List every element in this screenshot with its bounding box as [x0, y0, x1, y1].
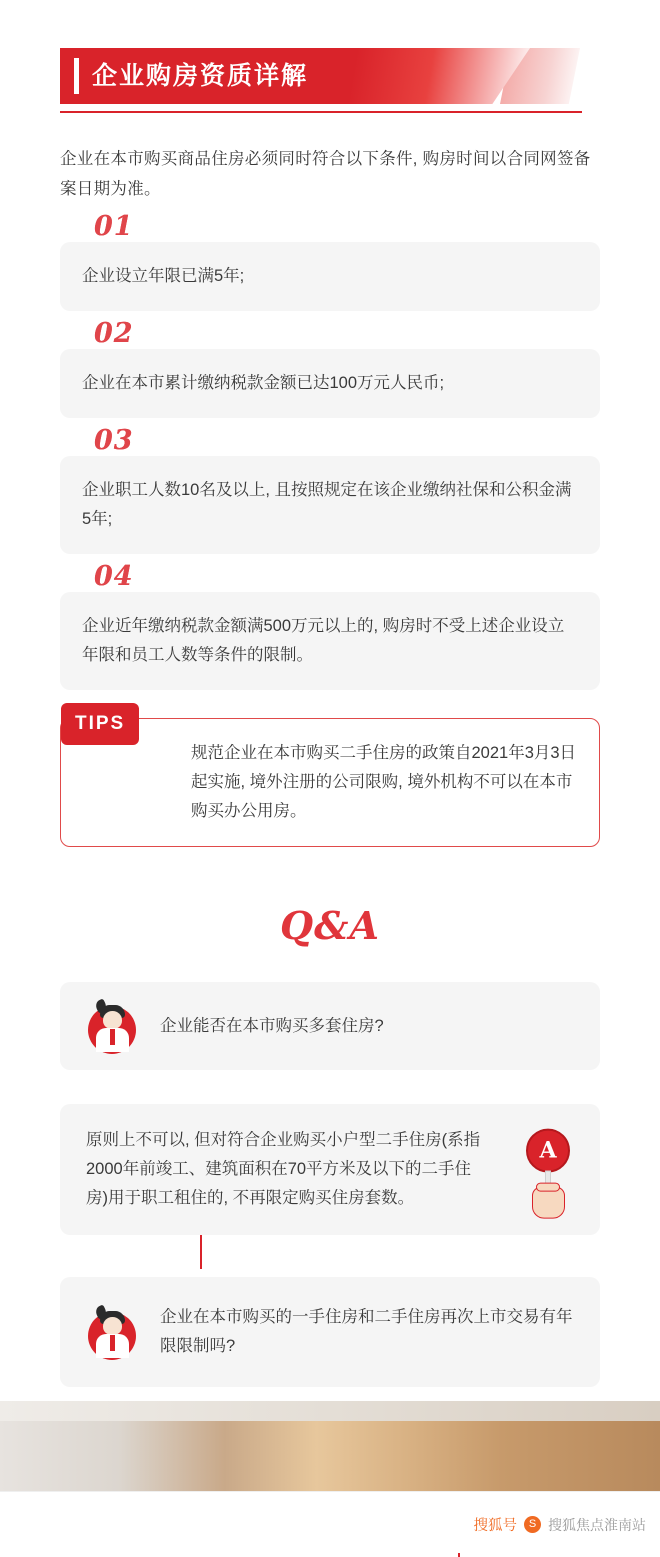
answer-paddle-icon [518, 1128, 578, 1220]
souhu-logo-icon: S [524, 1516, 541, 1533]
intro-paragraph: 企业在本市购买商品住房必须同时符合以下条件, 购房时间以合同网签备案日期为准。 [60, 150, 591, 198]
condition-card [60, 425, 600, 554]
condition-text: 企业近年缴纳税款金额满500万元以上的, 购房时不受上述企业设立年限和员工人数等条件的限制。 [82, 617, 565, 664]
tips-box [60, 713, 600, 847]
page-title: 企业购房资质详解 [92, 62, 309, 90]
condition-card-list [60, 211, 600, 690]
condition-number: 02 [94, 318, 134, 349]
question-box [60, 982, 600, 1070]
header-underline [60, 111, 582, 113]
tips-badge: TIPS [61, 703, 139, 745]
footer-site-label: 搜狐焦点淮南站 [548, 1516, 646, 1533]
qa-connector-line [200, 1235, 202, 1269]
question-text: 企业能否在本市购买多套住房? [160, 1016, 384, 1035]
person-icon [84, 998, 140, 1054]
footer-brand[interactable] [474, 1514, 647, 1535]
answer-box [60, 1104, 600, 1235]
souhu-hao-label: 搜狐号 [473, 1518, 517, 1534]
condition-card [60, 318, 600, 418]
footer-decorative-image [0, 1401, 660, 1491]
condition-number: 03 [94, 425, 134, 456]
answer-badge: A [526, 1128, 570, 1172]
tips-text: 规范企业在本市购买二手住房的政策自2021年3月3日起实施, 境外注册的公司限购, 境外机构不可以在本市购买办公用房。 [191, 744, 577, 820]
condition-text: 企业设立年限已满5年; [82, 267, 245, 285]
condition-number: 01 [94, 211, 134, 242]
condition-card [60, 211, 600, 311]
qa-block [60, 982, 600, 1235]
condition-card [60, 561, 600, 690]
page-header [60, 48, 600, 104]
question-box [60, 1277, 600, 1387]
person-icon [84, 1304, 140, 1360]
header-tick-mark [74, 58, 79, 94]
condition-text: 企业在本市累计缴纳税款金额已达100万元人民币; [82, 374, 445, 392]
condition-text: 企业职工人数10名及以上, 且按照规定在该企业缴纳社保和公积金满5年; [82, 481, 572, 528]
answer-text: 原则上不可以, 但对符合企业购买小户型二手住房(系指2000年前竣工、建筑面积在70平方米及以下的二手住房)用于职工租住的, 不再限定购买住房套数。 [86, 1131, 481, 1207]
question-text: 企业在本市购买的一手住房和二手住房再次上市交易有年限限制吗? [160, 1308, 573, 1355]
footer-bar [0, 1491, 660, 1553]
condition-number: 04 [94, 561, 134, 592]
qa-section-title: Q&A [280, 903, 380, 948]
